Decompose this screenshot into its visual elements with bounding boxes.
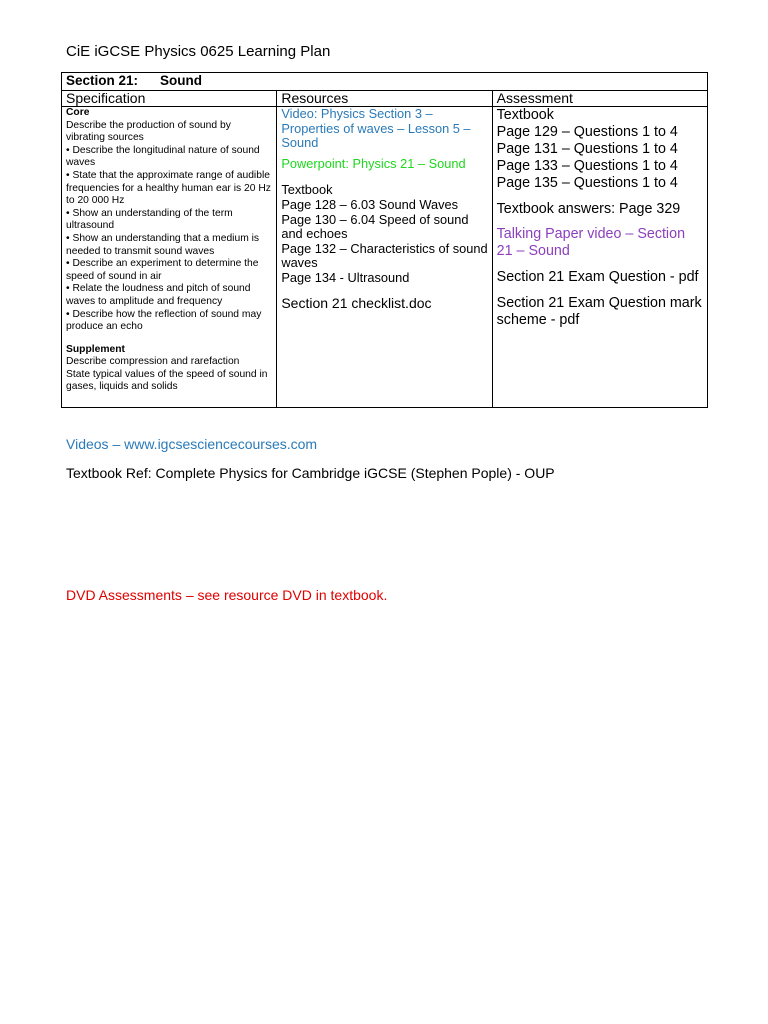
textbook-page: Page 132 – Characteristics of sound waves	[281, 240, 488, 271]
question-set: Page 133 – Questions 1 to 4	[496, 157, 678, 174]
assessment-textbook-label: Textbook	[496, 107, 554, 123]
supplement-item: State typical values of the speed of sound in gases, liquids and solids	[66, 368, 268, 393]
content-row	[62, 107, 708, 408]
dvd-assessments-note: DVD Assessments – see resource DVD in textbook.	[66, 587, 388, 603]
resources-header: Resources	[277, 91, 492, 107]
section-heading	[62, 73, 708, 91]
core-item: • Relate the loudness and pitch of sound waves to amplitude and frequency	[66, 283, 251, 307]
supplement-label: Supplement	[66, 343, 125, 355]
checklist-doc[interactable]: Section 21 checklist.doc	[281, 294, 432, 311]
core-item: • Describe how the reflection of sound may produce an echo	[66, 308, 262, 333]
core-label: Core	[66, 107, 90, 118]
textbook-reference: Textbook Ref: Complete Physics for Cambridge iGCSE (Stephen Pople) - OUP	[66, 465, 555, 481]
textbook-label: Textbook	[281, 182, 333, 198]
core-item: • State that the approximate range of audible frequencies for a healthy human ear is 20 Hz to 20 000 Hz	[66, 169, 271, 207]
question-set: Page 129 – Questions 1 to 4	[496, 123, 678, 140]
textbook-page: Page 130 – 6.04 Speed of sound and echoes	[281, 211, 469, 242]
core-item: • Show an understanding of the term ultrasound	[66, 207, 233, 232]
assessment-header: Assessment	[492, 91, 707, 107]
core-item: • Describe the longitudinal nature of sound waves	[66, 144, 260, 169]
learning-plan-table	[61, 72, 708, 408]
section-name: Sound	[160, 73, 203, 88]
document-title: CiE iGCSE Physics 0625 Learning Plan	[66, 43, 331, 60]
mark-scheme-pdf[interactable]: Section 21 Exam Question mark scheme - pdf	[496, 295, 702, 329]
exam-question-pdf[interactable]: Section 21 Exam Question - pdf	[496, 269, 699, 286]
specification-cell	[62, 107, 277, 408]
textbook-answers: Textbook answers: Page 329	[496, 200, 681, 217]
section-row	[62, 73, 708, 91]
resources-cell	[277, 107, 492, 408]
videos-website-link[interactable]: Videos – www.igcsesciencecourses.com	[66, 436, 318, 452]
question-set: Page 131 – Questions 1 to 4	[496, 140, 678, 157]
core-item: • Show an understanding that a medium is needed to transmit sound waves	[66, 232, 260, 257]
supplement-item: Describe compression and rarefaction	[66, 356, 240, 368]
powerpoint-resource-link[interactable]: Powerpoint: Physics 21 – Sound	[281, 155, 466, 171]
core-item: Describe the production of sound by vibrating sources	[66, 119, 231, 144]
section-number: Section 21:	[66, 73, 139, 88]
talking-paper-video-link[interactable]: Talking Paper video – Section 21 – Sound	[496, 226, 686, 260]
question-set: Page 135 – Questions 1 to 4	[496, 174, 678, 191]
header-row	[62, 91, 708, 107]
core-item: • Describe an experiment to determine the speed of sound in air	[66, 258, 259, 282]
video-resource-link[interactable]: Video: Physics Section 3 – Properties of waves – Lesson 5 – Sound	[281, 106, 471, 151]
specification-header: Specification	[62, 91, 277, 107]
textbook-page: Page 134 - Ultrasound	[281, 269, 410, 285]
textbook-page: Page 128 – 6.03 Sound Waves	[281, 196, 459, 212]
assessment-cell	[492, 107, 707, 408]
